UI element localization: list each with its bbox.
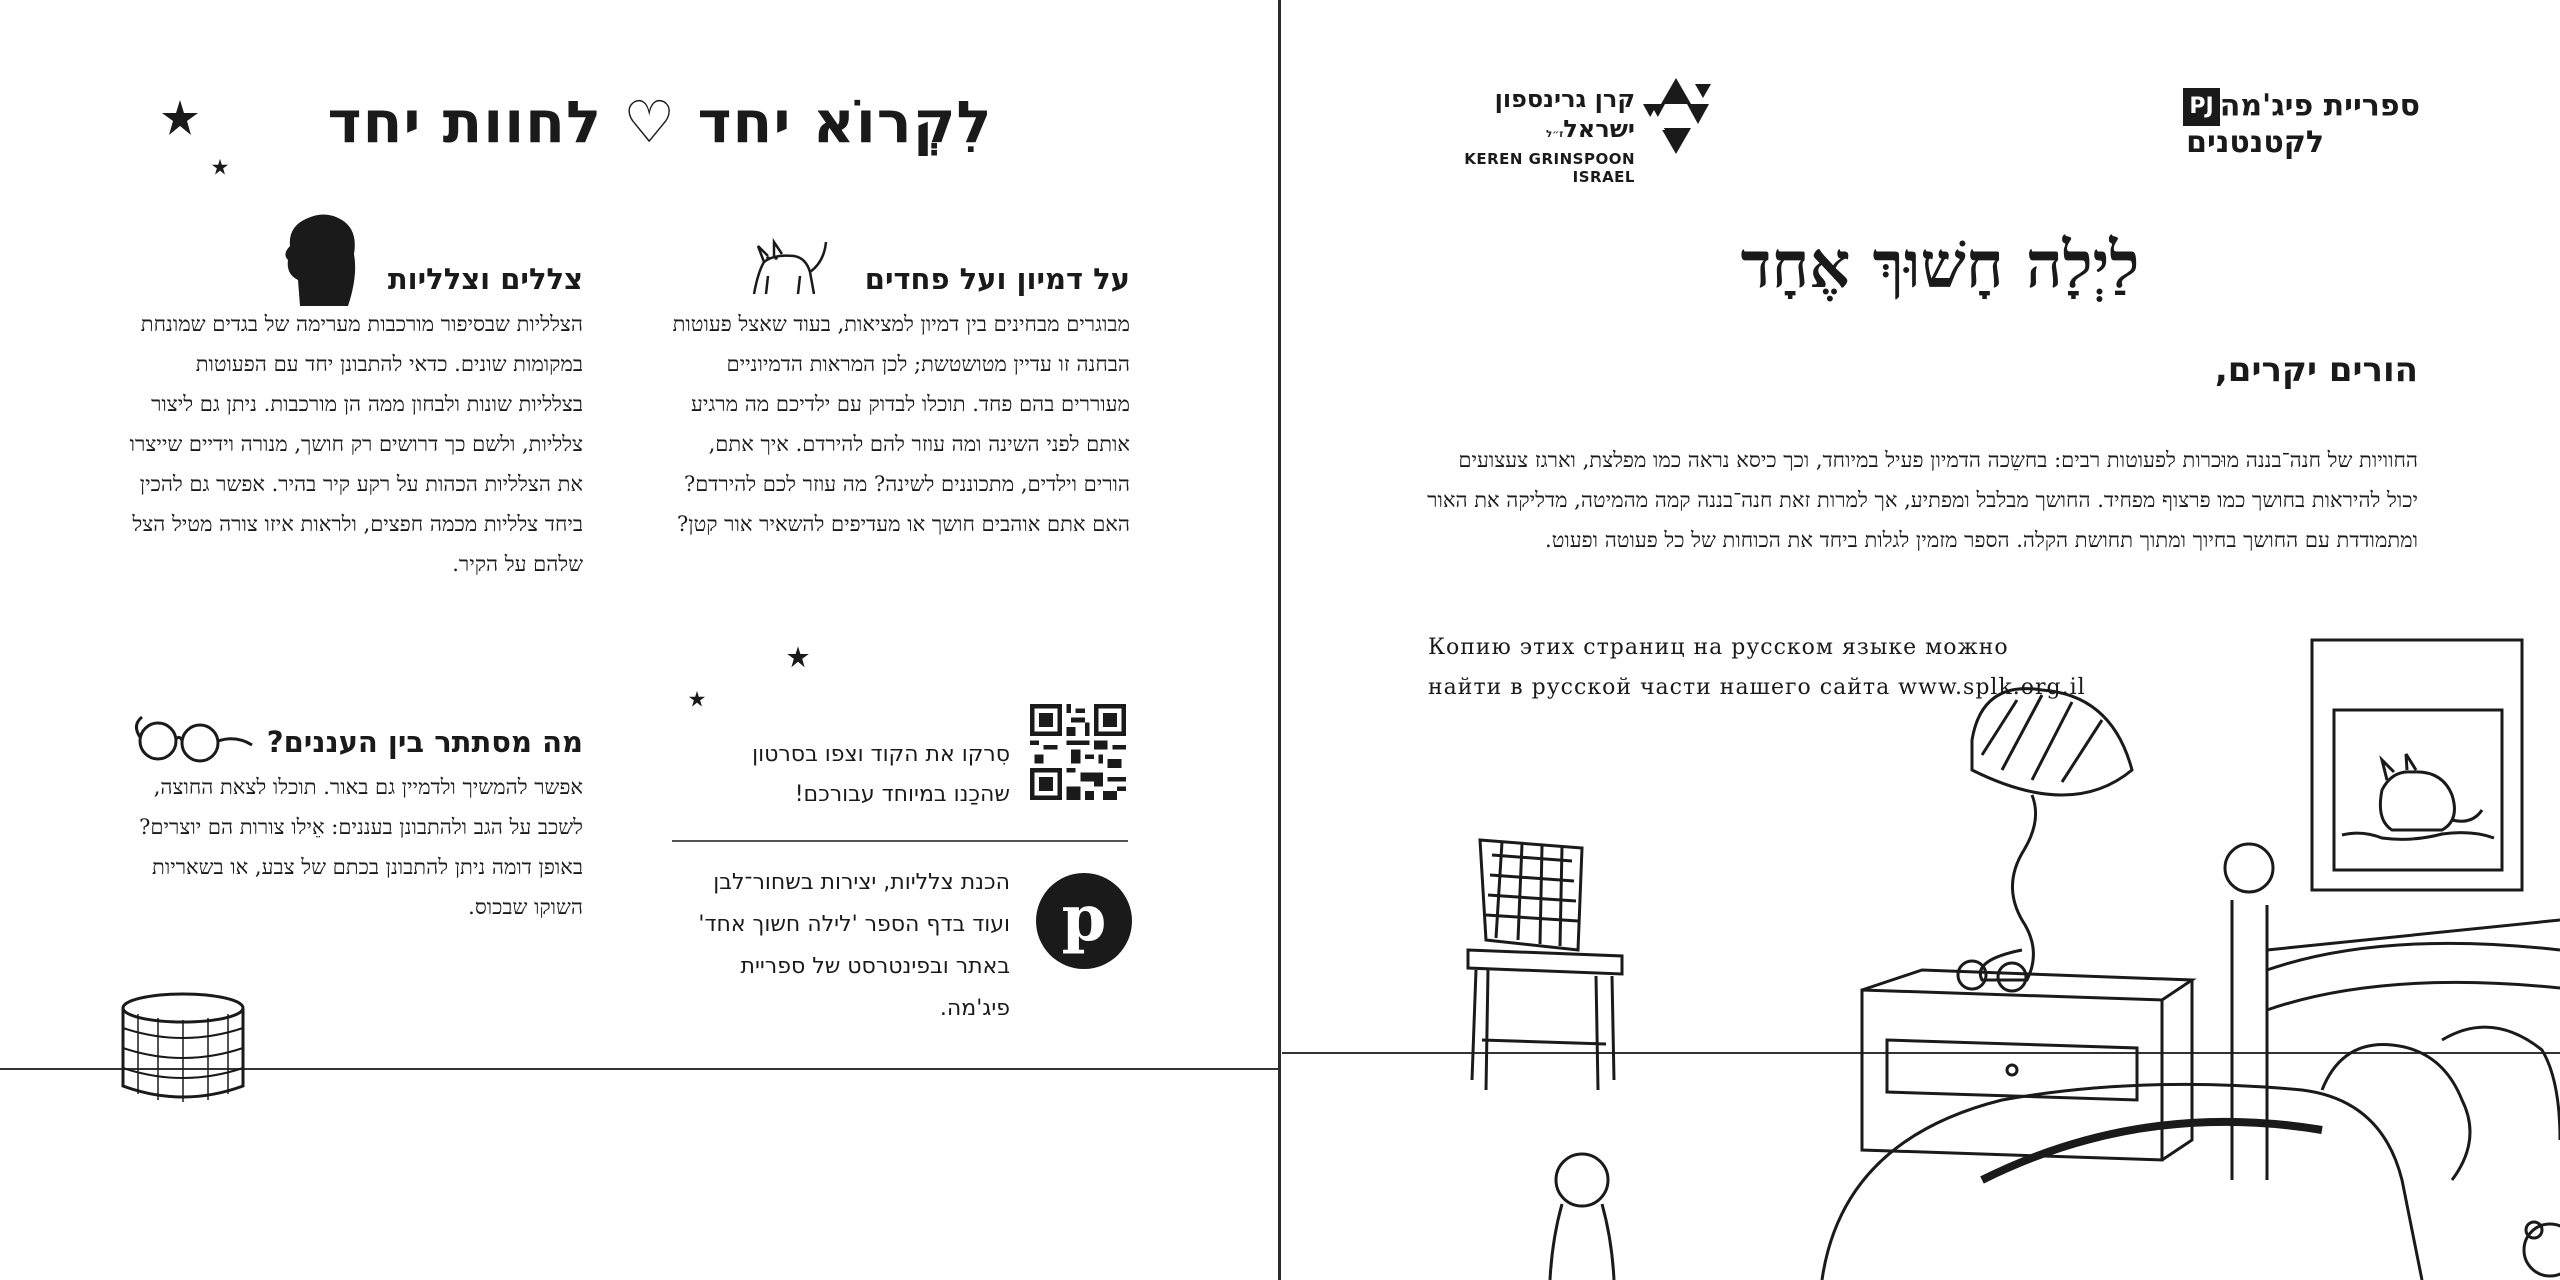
grinspoon-hebrew [1420, 84, 1635, 150]
cat-icon [744, 232, 832, 300]
qr-caption: סִרקו את הקוד וצפו בסרטון שהכַנו במיוחד עבורכם! [752, 742, 1010, 807]
grinspoon-logo [1420, 84, 1720, 186]
silhouette-icon [282, 210, 362, 308]
pinterest-icon[interactable]: p [1036, 873, 1132, 969]
section-imagination [670, 262, 1130, 544]
star-icon [211, 158, 229, 176]
logo-text: קרן גרינספון ישראל [1494, 85, 1635, 143]
logo-line-2: לקטנטנים [2186, 125, 2324, 160]
left-page [0, 0, 1278, 1280]
star-icon [786, 645, 810, 669]
section-text: הצלליות שבסיפור מורכבות מערימה של בגדים שמונחת במקומות שונים. כדאי להתבונן יחד עם הפעוטות בצלליות שונות ולבחון ממה הן מורכבות. ניתן גם ליצור צלליות, ולשם כך דרושים רק חושך, מנורה וידיים שייצרו את הצלליות הכהות על רקע קיר בהיר. אפשר גם להכין ביחד צלליות מכמה חפצים, ולראות איזו צורה מטיל הצל שלהם על הקיר. [129, 312, 583, 576]
russian-line: Копию этих страниц на русском языке можно [1428, 635, 2009, 660]
grinspoon-english: KEREN GRINSPOON ISRAEL [1464, 150, 1635, 186]
glasses-icon [128, 705, 258, 765]
logo-line-1 [2150, 88, 2420, 126]
bedroom-illustration [1282, 620, 2560, 1280]
page-title: לִקְרוֹא יחד ♡ לחוות יחד [327, 88, 993, 156]
star-of-david-icon [1635, 74, 1717, 158]
greeting: הורים יקרים, [2214, 350, 2418, 390]
star-icon [688, 690, 706, 708]
star-icon [160, 98, 200, 138]
section-text: מבוגרים מבחינים בין דמיון למציאות, בעוד שאצל פעוטות הבחנה זו עדיין מטושטשת; לכן המראות הדמיוניים מעוררים בהם פחד. תוכלו לבדוק עם ילדיכם מה מרגיע אותם לפני השינה ומה עוזר להם להירדם. איך אתם, הורים וילדים, מתכוננים לשינה? מה עוזר לכם להירדם? האם אתם אוהבים חושך או מעדיפים להשאיר אור קטן? [672, 312, 1130, 536]
book-spine [1278, 0, 1281, 1280]
pinterest-caption: הכנת צלליות, יצירות בשחור־לבן ועוד בדף הספר 'לילה חשוך אחד' באתר ובפינטרסט של ספריית פיג'מה. [698, 870, 1010, 1021]
pj-badge: PJ [2183, 88, 2219, 126]
section-text: אפשר להמשיך ולדמיין גם באור. תוכלו לצאת החוצה, לשכב על הגב ולהתבונן בעננים: אֵילו צורות הם יוצרים? באופן דומה ניתן להתבונן בכתם של צבע, או בשאריות השוקו שבכוס. [139, 775, 583, 919]
section-shadows [128, 262, 583, 584]
section-heading: צללים וצלליות [387, 262, 583, 296]
section-heading: מה מסתתר בין העננים? [266, 725, 583, 759]
section-heading: על דמיון ועל פחדים [864, 262, 1130, 296]
divider [672, 840, 1128, 842]
russian-line[interactable]: найти в русской части нашего сайта www.splk.org.il [1428, 675, 2086, 700]
basket-illustration [108, 990, 258, 1110]
intro-text: החוויות של חנה־בננה מוּכרות לפעוטות רבים: בחשֵכה הדמיון פעיל במיוחד, וכך כיסא נראה כמו מפלצת, וארגז צעצועים יכול להיראות בחושך כמו פרצוף מפחיד. החושך מבלבל ומפתיע, אך למרות זאת חנה־בננה קמה מהמיטה, מדליקה את האור ומתמודדת עם החושך בחיוך ומתוך תחושת הקלה. הספר מזמין לגלות ביחד את הכוחות של כל פעוטה ופעוט. [1427, 448, 2418, 552]
pj-library-logo [2150, 88, 2420, 160]
qr-code[interactable] [1030, 704, 1126, 800]
logo-mark: ז״ל [1546, 129, 1564, 140]
book-title: לַיְלָה חָשׁוּךְ אֶחָד [1740, 228, 2140, 303]
logo-text: ספריית פיג'מה [2219, 88, 2420, 124]
